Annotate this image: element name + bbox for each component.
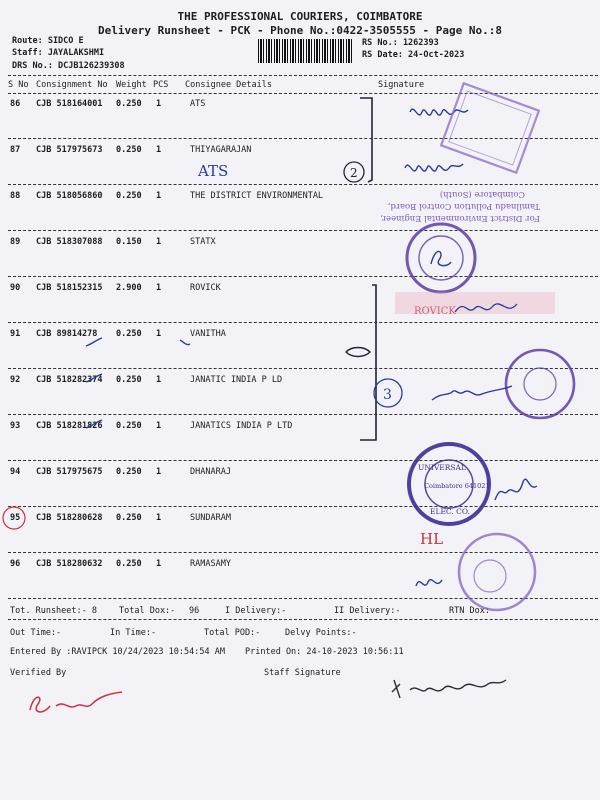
row-weight: 0.250 xyxy=(116,145,142,155)
bracket-top xyxy=(360,98,372,182)
signature-87 xyxy=(405,164,463,171)
row-consignee: THIYAGARAJAN xyxy=(190,145,252,155)
ats-handwritten: ATS xyxy=(198,162,229,180)
rect-stamp-top xyxy=(441,83,539,172)
row-weight: 0.250 xyxy=(116,559,142,569)
row-weight: 0.250 xyxy=(116,329,142,339)
row-consignee: SUNDARAM xyxy=(190,513,231,523)
company-title: THE PROFESSIONAL COURIERS, COIMBATORE xyxy=(177,10,423,23)
row-pcs: 1 xyxy=(156,559,162,569)
row-pcs: 1 xyxy=(156,421,162,431)
row-weight: 0.150 xyxy=(116,237,142,247)
total-dox-label: Total Dox:- xyxy=(119,606,176,616)
entered-by: Entered By :RAVIPCK 10/24/2023 10:54:54 AM xyxy=(10,647,225,657)
row-sno: 92 xyxy=(10,375,21,385)
universal-stamp-bottom: ELEC. CO. xyxy=(430,507,471,516)
rs-number: RS No.: 1262393 xyxy=(362,38,439,48)
row-consignment: CJB 518152315 xyxy=(36,283,103,293)
drs-number: DRS No.: DCJB126239308 xyxy=(12,61,125,71)
row-sno: 87 xyxy=(10,145,21,155)
row-consignee: JANATIC INDIA P LD xyxy=(190,375,283,385)
row-weight: 2.900 xyxy=(116,283,142,293)
row-weight: 0.250 xyxy=(116,375,142,385)
col-weight: Weight xyxy=(116,80,147,90)
verified-by-label: Verified By xyxy=(10,668,67,678)
scribble-91 xyxy=(346,348,370,357)
row-pcs: 1 xyxy=(156,145,162,155)
row-consignee: ATS xyxy=(190,99,206,109)
row-consignee: VANITHA xyxy=(190,329,226,339)
tot-runsheet: Tot. Runsheet:- 8 xyxy=(10,606,97,616)
stamp-env-line1: For District Environmental Engineer, xyxy=(380,213,540,223)
circle-3-number: 3 xyxy=(383,387,392,403)
col-consignee: Consignee Details xyxy=(185,80,272,90)
staff-signature-label: Staff Signature xyxy=(264,668,341,678)
signature-92 xyxy=(432,386,512,400)
round-stamp-92 xyxy=(506,350,574,418)
total-pod: Total POD:- xyxy=(204,628,261,638)
row-pcs: 1 xyxy=(156,237,162,247)
row-consignment: CJB 518282374 xyxy=(36,375,103,385)
stamp-env-line2: Tamilnadu Pollution Control Board, xyxy=(387,201,540,211)
row-weight: 0.250 xyxy=(116,421,142,431)
hl-note: HL xyxy=(420,530,444,548)
circle-2-number: 2 xyxy=(350,166,358,180)
row-consignment: CJB 518056860 xyxy=(36,191,103,201)
row-pcs: 1 xyxy=(156,329,162,339)
i-delivery: I Delivery:- xyxy=(225,606,287,616)
universal-stamp-top: UNIVERSAL xyxy=(418,463,466,472)
route-label: Route: SIDCO E xyxy=(12,36,84,46)
row-consignment: CJB 517975673 xyxy=(36,145,103,155)
delvy-points: Delvy Points:- xyxy=(285,628,357,638)
row-sno: 90 xyxy=(10,283,21,293)
row-consignment: CJB 518280628 xyxy=(36,513,103,523)
row-sno: 95 xyxy=(10,513,21,523)
row-consignee: JANATICS INDIA P LTD xyxy=(190,421,293,431)
row-consignee: THE DISTRICT ENVIRONMENTAL xyxy=(190,191,324,201)
row-sno: 94 xyxy=(10,467,21,477)
col-signature: Signature xyxy=(378,80,425,90)
runsheet-subtitle: Delivery Runsheet - PCK - Phone No.:0422-3505555 - Page No.:8 xyxy=(98,24,502,37)
row-consignment: CJB 517975675 xyxy=(36,467,103,477)
bracket-middle xyxy=(360,285,376,440)
row-pcs: 1 xyxy=(156,375,162,385)
col-sno: S No xyxy=(8,80,29,90)
row-weight: 0.250 xyxy=(116,513,142,523)
staff-label: Staff: JAYALAKSHMI xyxy=(12,48,105,58)
col-consignment: Consignment No xyxy=(36,80,108,90)
signature-94 xyxy=(495,479,537,500)
row-sno: 89 xyxy=(10,237,21,247)
row-consignee: RAMASAMY xyxy=(190,559,231,569)
total-dox-value: 96 xyxy=(189,606,200,616)
row-pcs: 1 xyxy=(156,283,162,293)
row-pcs: 1 xyxy=(156,513,162,523)
col-pcs: PCS xyxy=(153,80,169,90)
row-consignment: CJB 518281826 xyxy=(36,421,103,431)
red-circle-mark xyxy=(3,507,25,529)
rs-date: RS Date: 24-Oct-2023 xyxy=(362,50,465,60)
stamp-env-line3: Coimbatore (South) xyxy=(439,189,525,199)
row-consignment: CJB 89814278 xyxy=(36,329,98,339)
row-consignee: ROVICK xyxy=(190,283,221,293)
row-consignment: CJB 518280632 xyxy=(36,559,103,569)
row-pcs: 1 xyxy=(156,467,162,477)
round-stamp-89 xyxy=(407,224,475,292)
row-consignee: STATX xyxy=(190,237,216,247)
row-sno: 88 xyxy=(10,191,21,201)
verified-by-signature xyxy=(30,692,122,712)
row-consignment: CJB 518307088 xyxy=(36,237,103,247)
row-pcs: 1 xyxy=(156,191,162,201)
rovick-stamp-text: ROVICK xyxy=(414,306,456,317)
universal-stamp-center: Coimbatore 641021 xyxy=(424,482,490,490)
ii-delivery: II Delivery:- xyxy=(334,606,401,616)
staff-signature xyxy=(392,680,506,698)
row-sno: 86 xyxy=(10,99,21,109)
environmental-stamp xyxy=(380,189,540,223)
row-consignment: CJB 518164001 xyxy=(36,99,103,109)
rtn-dox: RTN Dox: xyxy=(449,606,490,616)
round-stamp-96 xyxy=(459,534,535,610)
row-pcs: 1 xyxy=(156,99,162,109)
row-weight: 0.250 xyxy=(116,191,142,201)
out-time: Out Time:- xyxy=(10,628,62,638)
row-consignee: DHANARAJ xyxy=(190,467,231,477)
row-weight: 0.250 xyxy=(116,467,142,477)
row-sno: 91 xyxy=(10,329,21,339)
signature-96 xyxy=(416,580,442,586)
row-weight: 0.250 xyxy=(116,99,142,109)
in-time: In Time:- xyxy=(110,628,157,638)
row-sno: 96 xyxy=(10,559,21,569)
row-sno: 93 xyxy=(10,421,21,431)
printed-on: Printed On: 24-10-2023 10:56:11 xyxy=(245,647,404,657)
